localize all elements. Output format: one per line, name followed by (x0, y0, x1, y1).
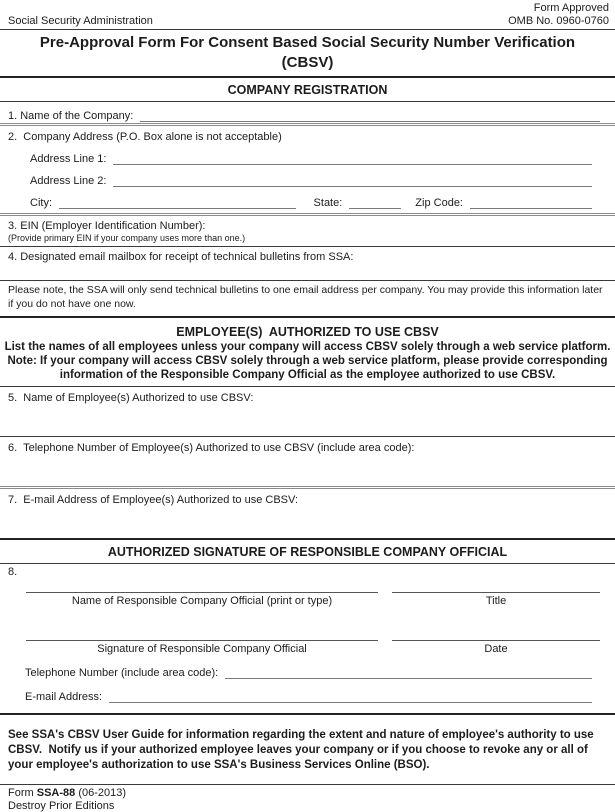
item-8-signature-block (0, 564, 615, 715)
item-3-ein (0, 216, 615, 247)
employee-email-label: 7. E-mail Address of Employee(s) Authorized to use CBSV: (8, 493, 299, 506)
address-line2-label: Address Line 2: (30, 175, 107, 188)
signature-date-label: Date (484, 642, 508, 655)
zip-code-input[interactable] (470, 196, 592, 209)
form-title-line2: (CBSV) (281, 53, 334, 71)
state-label: State: (313, 197, 343, 210)
agency-name: Social Security Administration (8, 15, 153, 28)
form-number: SSA-88 (36, 786, 76, 799)
item-6-employee-phone (0, 437, 615, 489)
city-input[interactable] (59, 196, 296, 209)
item-5-employee-names (0, 387, 615, 437)
company-address-label: 2. Company Address (P.O. Box alone is not acceptable) (8, 131, 282, 144)
form-approval-block (508, 2, 609, 28)
zip-code-label: Zip Code: (415, 197, 463, 210)
official-name-input[interactable] (26, 582, 378, 593)
official-name-cell (26, 582, 378, 607)
signature-date-input[interactable] (392, 613, 600, 641)
item-7-employee-email (0, 489, 615, 540)
address-line2-input[interactable] (113, 174, 592, 187)
form-footer (0, 784, 615, 812)
state-input[interactable] (349, 196, 401, 209)
employee-names-label: 5. Name of Employee(s) Authorized to use CBSV: (8, 391, 254, 404)
employee-phone-label: 6. Telephone Number of Employee(s) Authorized to use CBSV (include area code): (8, 441, 415, 454)
form-title-line1: Pre-Approval Form For Consent Based Social Security Number Verification (39, 34, 576, 52)
official-title-label: Title (485, 594, 507, 607)
official-phone-input[interactable] (225, 666, 592, 679)
address-line1-label: Address Line 1: (30, 153, 107, 166)
official-phone-label: Telephone Number (include area code): (25, 666, 219, 679)
official-title-cell (392, 582, 600, 607)
section-authorized-signature: AUTHORIZED SIGNATURE OF RESPONSIBLE COMPANY OFFICIAL (0, 540, 615, 564)
section-employees (0, 318, 615, 387)
designated-email-input[interactable] (8, 263, 607, 280)
destroy-prior-editions: Destroy Prior Editions (8, 800, 115, 812)
ein-label: 3. EIN (Employer Identification Number): (8, 220, 206, 233)
designated-email-label: 4. Designated email mailbox for receipt of technical bulletins from SSA: (8, 251, 354, 264)
item-8-number: 8. (8, 565, 18, 578)
signature-date-cell (392, 613, 600, 655)
official-signature-label: Signature of Responsible Company Official (97, 642, 307, 655)
item-2-company-address (0, 126, 615, 216)
top-bar (0, 0, 615, 30)
form-edition: (06-2013) (75, 786, 127, 799)
user-guide-notice: See SSA's CBSV User Guide for information regarding the extent and nature of employee's authority to use CBSV. Notify us if your authorized employee leaves your company or if you choose to revoke any or all of your employee's authorization to use SSA's Business Services Online (BSO). (8, 728, 597, 771)
official-email-input[interactable] (109, 690, 592, 703)
form-number-prefix: Form (8, 786, 37, 799)
employees-section-title: EMPLOYEE(S) AUTHORIZED TO USE CBSV (176, 324, 439, 339)
city-label: City: (30, 197, 52, 210)
ein-note: (Provide primary EIN if your company uses more than one.) (8, 233, 246, 244)
official-email-label: E-mail Address: (25, 690, 103, 703)
item-1-company-name (0, 102, 615, 126)
employees-instructions: List the names of all employees unless your company will access CBSV solely through a web service platform. Note: If your company will access CBSV solely through a web service platform, please provide corresponding information of the Responsible Company Official as the employee authorized to use CBSV. (4, 340, 614, 382)
company-name-input[interactable] (140, 109, 600, 122)
section-company-registration: COMPANY REGISTRATION (0, 78, 615, 102)
employee-names-input[interactable] (8, 404, 607, 436)
item-4-designated-email (0, 247, 615, 281)
company-name-label: 1. Name of the Company: (8, 110, 134, 123)
official-title-input[interactable] (392, 582, 600, 593)
employee-phone-input[interactable] (8, 454, 607, 486)
official-signature-input[interactable] (26, 613, 378, 641)
bulletin-note: Please note, the SSA will only send technical bulletins to one email address per company. You may provide this information later if you do not have one now. (0, 281, 615, 317)
form-approved-label: Form Approved (533, 2, 609, 14)
omb-number: OMB No. 0960-0760 (508, 15, 609, 28)
form-number-line (8, 787, 607, 801)
address-line1-input[interactable] (113, 152, 592, 165)
official-name-label: Name of Responsible Company Official (print or type) (71, 594, 333, 607)
official-signature-cell (26, 613, 378, 655)
form-title (0, 30, 615, 78)
employee-email-input[interactable] (8, 506, 607, 538)
